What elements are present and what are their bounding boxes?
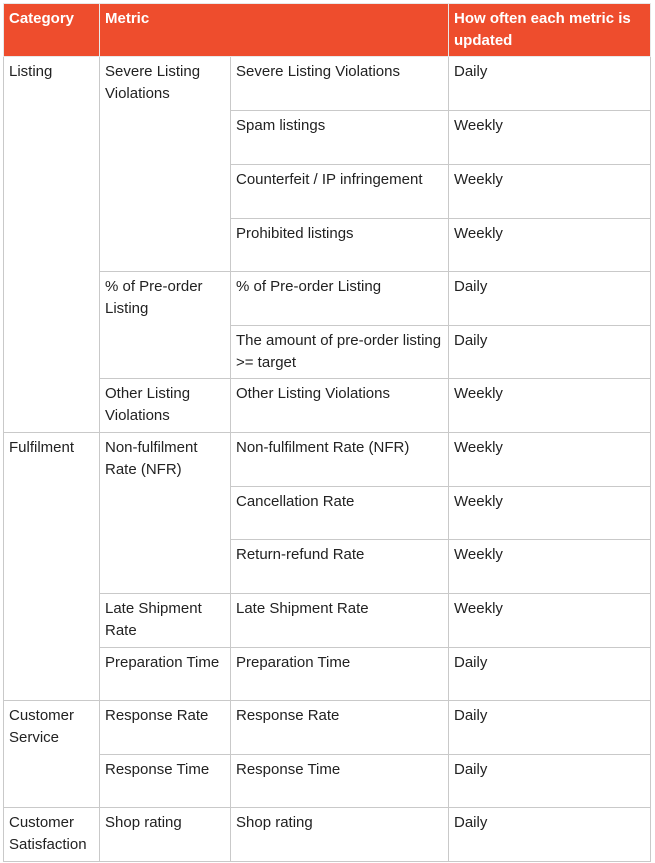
header-metric: Metric	[100, 4, 449, 57]
sub-metric-cell: Response Time	[231, 755, 449, 808]
sub-metric-cell: Preparation Time	[231, 648, 449, 701]
category-cell: Listing	[4, 57, 100, 433]
metric-cell: Other Listing Violations	[100, 379, 231, 433]
metric-cell: Preparation Time	[100, 648, 231, 701]
metric-cell: % of Pre-order Listing	[100, 272, 231, 379]
metric-cell: Severe Listing Violations	[100, 57, 231, 272]
metric-cell: Shop rating	[100, 808, 231, 862]
metric-cell: Late Shipment Rate	[100, 594, 231, 648]
frequency-cell: Daily	[449, 272, 651, 326]
frequency-cell: Weekly	[449, 540, 651, 594]
category-cell: Fulfilment	[4, 433, 100, 701]
metrics-table	[3, 3, 651, 862]
sub-metric-cell: Return-refund Rate	[231, 540, 449, 594]
table-row	[4, 57, 651, 111]
sub-metric-cell: Non-fulfilment Rate (NFR)	[231, 433, 449, 487]
table-row	[4, 755, 651, 808]
category-cell: Customer Satisfaction	[4, 808, 100, 862]
frequency-cell: Weekly	[449, 219, 651, 272]
frequency-cell: Weekly	[449, 433, 651, 487]
frequency-cell: Daily	[449, 326, 651, 379]
sub-metric-cell: Severe Listing Violations	[231, 57, 449, 111]
table-row	[4, 433, 651, 487]
sub-metric-cell: Cancellation Rate	[231, 487, 449, 540]
metric-cell: Non-fulfilment Rate (NFR)	[100, 433, 231, 594]
table-row	[4, 272, 651, 326]
frequency-cell: Daily	[449, 57, 651, 111]
table-row	[4, 701, 651, 755]
sub-metric-cell: Other Listing Violations	[231, 379, 449, 433]
frequency-cell: Daily	[449, 808, 651, 862]
table-header-row	[4, 4, 651, 57]
metric-cell: Response Rate	[100, 701, 231, 755]
header-category: Category	[4, 4, 100, 57]
sub-metric-cell: % of Pre-order Listing	[231, 272, 449, 326]
sub-metric-cell: Late Shipment Rate	[231, 594, 449, 648]
table-row	[4, 648, 651, 701]
sub-metric-cell: Response Rate	[231, 701, 449, 755]
sub-metric-cell: The amount of pre-order listing >= target	[231, 326, 449, 379]
frequency-cell: Daily	[449, 755, 651, 808]
table-row	[4, 594, 651, 648]
frequency-cell: Daily	[449, 701, 651, 755]
frequency-cell: Weekly	[449, 594, 651, 648]
table-row	[4, 379, 651, 433]
frequency-cell: Weekly	[449, 111, 651, 165]
frequency-cell: Weekly	[449, 379, 651, 433]
sub-metric-cell: Spam listings	[231, 111, 449, 165]
category-cell: Customer Service	[4, 701, 100, 808]
sub-metric-cell: Prohibited listings	[231, 219, 449, 272]
sub-metric-cell: Counterfeit / IP infringement	[231, 165, 449, 219]
sub-metric-cell: Shop rating	[231, 808, 449, 862]
frequency-cell: Weekly	[449, 487, 651, 540]
frequency-cell: Daily	[449, 648, 651, 701]
frequency-cell: Weekly	[449, 165, 651, 219]
metric-cell: Response Time	[100, 755, 231, 808]
table-row	[4, 808, 651, 862]
header-update-frequency: How often each metric is updated	[449, 4, 651, 57]
